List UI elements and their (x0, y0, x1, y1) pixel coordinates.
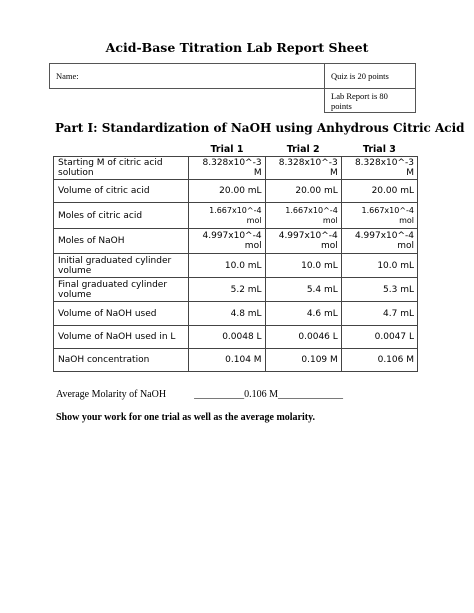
row-label: NaOH concentration (54, 349, 189, 372)
table-cell: 4.997x10^-4 mol (341, 229, 417, 254)
row-label: Volume of NaOH used in L (54, 326, 189, 349)
table-row (54, 254, 418, 278)
table-row (54, 229, 418, 254)
table-cell: 1.667x10^-4 mol (265, 203, 341, 229)
table-cell: 0.109 M (265, 349, 341, 372)
table-cell: 10.0 mL (189, 254, 265, 278)
table-cell: 8.328x10^-3 M (265, 157, 341, 180)
table-cell: 4.8 mL (189, 302, 265, 326)
table-row (54, 302, 418, 326)
table-row (54, 278, 418, 302)
table-cell: 0.104 M (189, 349, 265, 372)
column-header-trial-3: Trial 3 (362, 143, 396, 155)
table-header-row (54, 142, 418, 157)
table-cell: 20.00 mL (189, 180, 265, 203)
page-title: Acid-Base Titration Lab Report Sheet (105, 40, 369, 55)
row-label: Moles of citric acid (54, 203, 189, 229)
average-molarity-value: __________0.106 M_____________ (194, 389, 343, 400)
table-row (54, 203, 418, 229)
table-cell: 1.667x10^-4 mol (341, 203, 417, 229)
table-cell: 0.106 M (341, 349, 417, 372)
header-box (49, 63, 416, 113)
quiz-points-cell: Quiz is 20 points (325, 64, 416, 89)
table-cell: 4.6 mL (265, 302, 341, 326)
row-label: Starting M of citric acid solution (54, 157, 189, 180)
standardization-table (53, 142, 418, 372)
table-cell: 8.328x10^-3 M (341, 157, 417, 180)
table-row (54, 157, 418, 180)
table-cell: 10.0 mL (265, 254, 341, 278)
table-cell: 4.997x10^-4 mol (265, 229, 341, 254)
table-cell: 20.00 mL (341, 180, 417, 203)
table-row (54, 326, 418, 349)
header-row-1 (50, 64, 416, 89)
table-cell: 0.0047 L (341, 326, 417, 349)
row-label: Initial graduated cylinder volume (54, 254, 189, 278)
table-cell: 0.0046 L (265, 326, 341, 349)
table-cell: 5.4 mL (265, 278, 341, 302)
table-row (54, 180, 418, 203)
show-work-instruction: Show your work for one trial as well as the average molarity. (56, 412, 316, 423)
table-cell: 10.0 mL (341, 254, 417, 278)
column-header-trial-1: Trial 1 (210, 143, 244, 155)
table-cell: 0.0048 L (189, 326, 265, 349)
header-blank-cell (50, 89, 325, 113)
row-label: Volume of NaOH used (54, 302, 189, 326)
name-field[interactable]: Name: (50, 64, 325, 89)
table-cell: 4.997x10^-4 mol (189, 229, 265, 254)
header-row-2 (50, 89, 416, 113)
report-points-cell: Lab Report is 80 points (325, 89, 416, 113)
table-cell: 20.00 mL (265, 180, 341, 203)
column-header-trial-2: Trial 2 (286, 143, 320, 155)
table-cell: 1.667x10^-4 mol (189, 203, 265, 229)
row-label: Moles of NaOH (54, 229, 189, 254)
row-label: Final graduated cylinder volume (54, 278, 189, 302)
table-row (54, 349, 418, 372)
row-label: Volume of citric acid (54, 180, 189, 203)
section-title: Part I: Standardization of NaOH using Anhydrous Citric Acid (55, 121, 465, 135)
table-cell: 5.2 mL (189, 278, 265, 302)
average-molarity-label: Average Molarity of NaOH (56, 389, 167, 400)
table-cell: 8.328x10^-3 M (189, 157, 265, 180)
table-header-blank (54, 142, 189, 157)
average-molarity-line (56, 389, 343, 400)
table-cell: 4.7 mL (341, 302, 417, 326)
table-cell: 5.3 mL (341, 278, 417, 302)
